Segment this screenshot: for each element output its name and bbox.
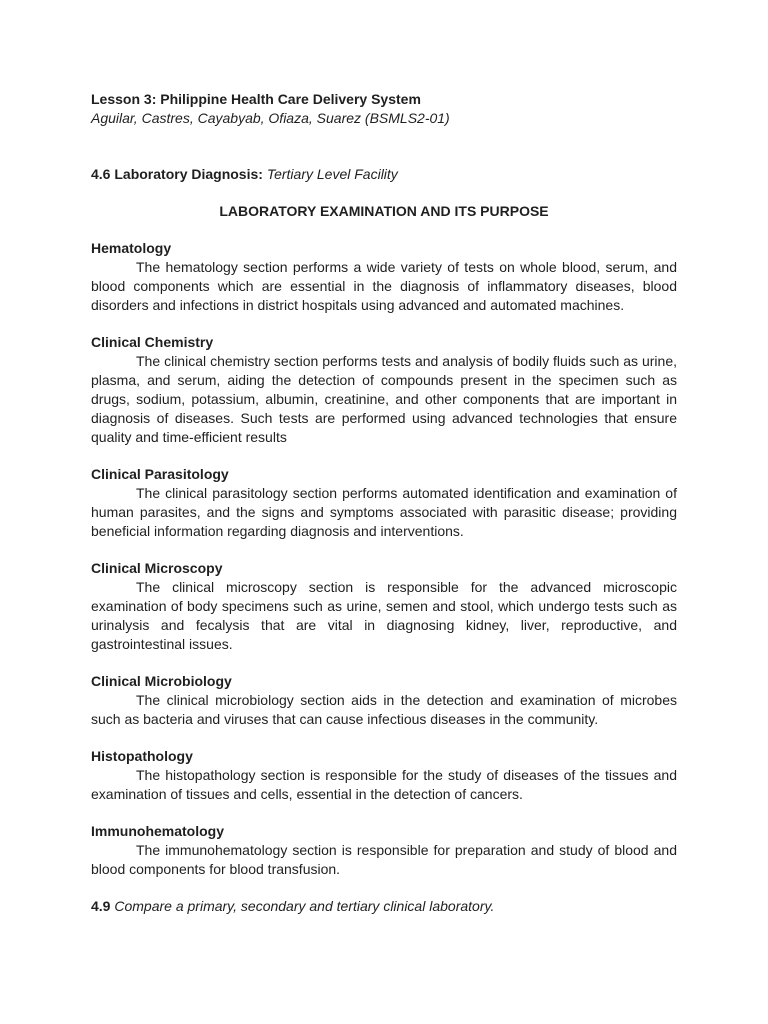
document-page xyxy=(91,90,677,916)
section-clinical-parasitology xyxy=(91,465,677,541)
compare-line xyxy=(91,897,677,916)
section-body: The clinical microbiology section aids in the detection and examination of microbes such as bacteria and viruses that can cause infectious diseases in the community. xyxy=(91,692,677,727)
section-clinical-microbiology xyxy=(91,672,677,729)
section-body: The clinical microscopy section is responsible for the advanced microscopic examination of body specimens such as urine, semen and stool, which undergo tests such as urinalysis and fecalysis that are vital in diagnosing kidney, liver, reproductive, and gastrointestinal issues. xyxy=(91,579,677,652)
section-heading: Clinical Microscopy xyxy=(91,560,223,576)
section-heading: Clinical Chemistry xyxy=(91,334,214,350)
section-heading: Immunohematology xyxy=(91,823,225,839)
section-body: The histopathology section is responsible for the study of diseases of the tissues and examination of tissues and cells, essential in the detection of cancers. xyxy=(91,767,677,802)
section-histopathology xyxy=(91,747,677,804)
section-heading: Clinical Microbiology xyxy=(91,673,232,689)
section-clinical-chemistry xyxy=(91,333,677,447)
section-body: The clinical chemistry section performs tests and analysis of bodily fluids such as urine, plasma, and serum, aiding the detection of compounds present in the specimen such as drugs, sodium, potassium, albumin, creatinine, and other components that are important in diagnosis of diseases. Such tests are performed using advanced technologies that ensure quality and time-efficient results xyxy=(91,353,677,445)
lesson-title: Lesson 3: Philippine Health Care Delivery System xyxy=(91,91,421,107)
section-heading: Clinical Parasitology xyxy=(91,466,229,482)
lab-diagnosis-line xyxy=(91,165,677,184)
section-hematology xyxy=(91,239,677,315)
main-heading: LABORATORY EXAMINATION AND ITS PURPOSE xyxy=(219,203,549,219)
compare-text: Compare a primary, secondary and tertiary clinical laboratory. xyxy=(114,898,495,914)
section-body: The hematology section performs a wide variety of tests on whole blood, serum, and blood components which are essential in the diagnosis of inflammatory diseases, blood disorders and infections in district hospitals using advanced and automated machines. xyxy=(91,259,677,313)
lesson-authors: Aguilar, Castres, Cayabyab, Ofiaza, Suarez (BSMLS2-01) xyxy=(91,110,450,126)
lab-diagnosis-label: 4.6 Laboratory Diagnosis: xyxy=(91,166,263,182)
title-block xyxy=(91,90,677,128)
section-clinical-microscopy xyxy=(91,559,677,654)
section-body: The clinical parasitology section performs automated identification and examination of human parasites, and the signs and symptoms associated with parasitic disease; providing beneficial information regarding diagnosis and interventions. xyxy=(91,485,677,539)
section-heading: Histopathology xyxy=(91,748,193,764)
section-heading: Hematology xyxy=(91,240,172,256)
section-immunohematology xyxy=(91,822,677,879)
section-body: The immunohematology section is responsible for preparation and study of blood and blood components for blood transfusion. xyxy=(91,842,677,877)
lab-diagnosis-subtitle: Tertiary Level Facility xyxy=(266,166,398,182)
compare-label: 4.9 xyxy=(91,898,111,914)
